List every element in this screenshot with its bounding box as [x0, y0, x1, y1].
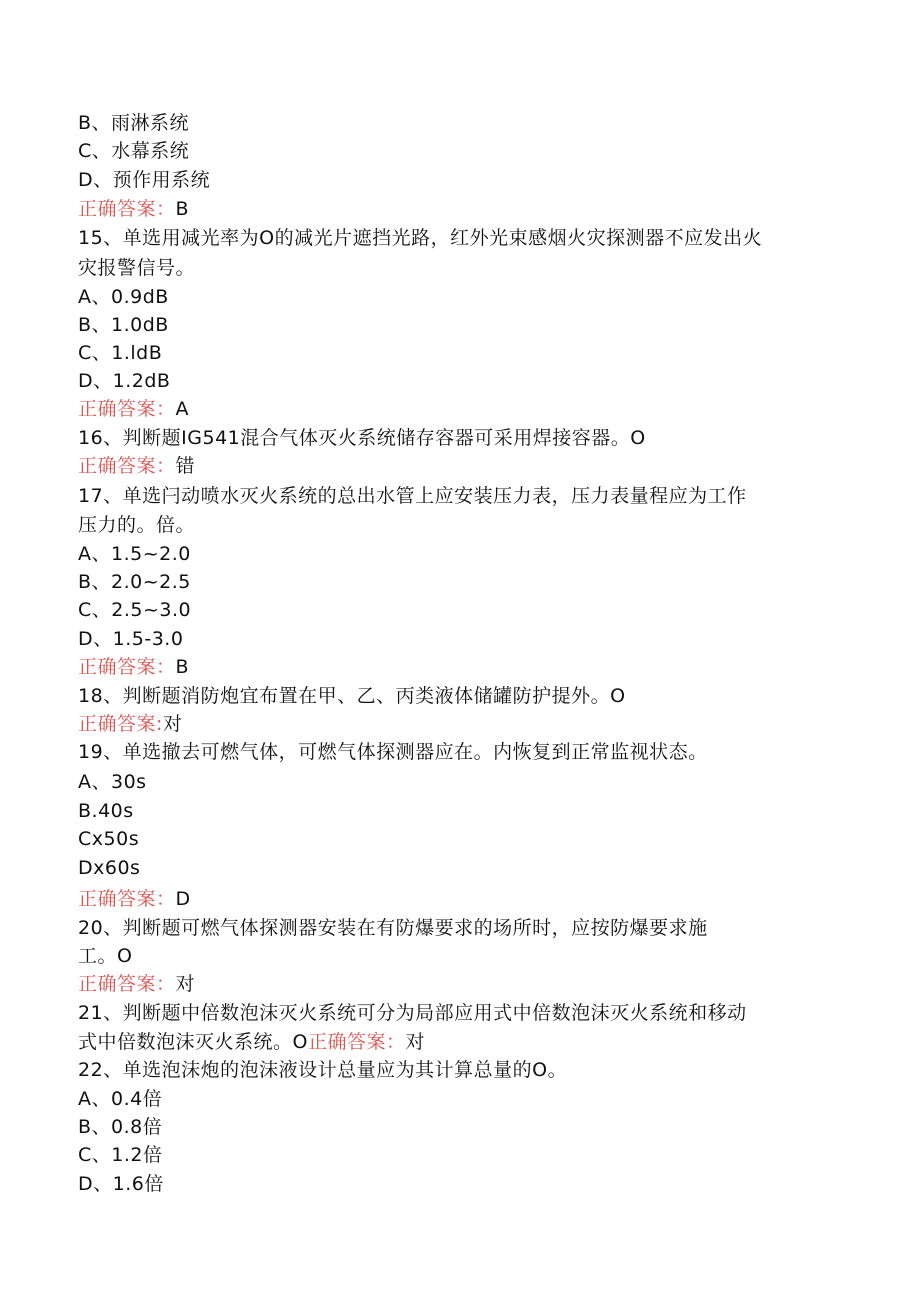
answer-value: 对 — [162, 713, 183, 735]
option-line: D、1.6倍 — [78, 1173, 164, 1195]
question-line: 16、判断题IG541混合气体灭火系统储存容器可采用焊接容器。O — [78, 427, 646, 449]
option-line: A、30s — [78, 771, 147, 793]
question-line: 15、单选用减光率为O的减光片遮挡光路，红外光束感烟火灾探测器不应发出火 — [78, 227, 763, 249]
option-line: B.40s — [78, 800, 134, 822]
question-line: 18、判断题消防炮宜布置在甲、乙、丙类液体储罐防护提外。O — [78, 685, 626, 707]
option-line: C、1.ldB — [78, 342, 163, 364]
answer-label: 正确答案： — [78, 455, 176, 477]
option-line: C、水幕系统 — [78, 140, 190, 162]
answer-line — [78, 197, 189, 221]
answer-label: 正确答案： — [307, 1031, 406, 1053]
option-line: B、1.0dB — [78, 314, 169, 336]
answer-value: 错 — [175, 455, 196, 477]
question-line: 21、判断题中倍数泡沫灭火系统可分为局部应用式中倍数泡沫灭火系统和移动 — [78, 1002, 747, 1024]
answer-label: 正确答案： — [78, 973, 176, 995]
question-text: 式中倍数泡沫灭火系统。O — [78, 1031, 308, 1053]
answer-line — [78, 454, 195, 478]
answer-line — [78, 972, 195, 996]
option-line: B、0.8倍 — [78, 1116, 163, 1138]
answer-label: 正确答案： — [78, 656, 176, 678]
option-line: B、雨淋系统 — [78, 112, 190, 134]
option-line: B、2.0~2.5 — [78, 571, 191, 593]
question-line: 17、单选闩动喷水灭火系统的总出水管上应安装压力表，压力表量程应为工作 — [78, 485, 747, 507]
option-line: A、1.5~2.0 — [78, 543, 191, 565]
answer-value: B — [175, 198, 190, 220]
answer-value: B — [175, 656, 190, 678]
option-line: C、2.5~3.0 — [78, 599, 192, 621]
option-line: Cx50s — [78, 828, 140, 850]
question-line: 20、判断题可燃气体探测器安装在有防爆要求的场所时，应按防爆要求施 — [78, 917, 708, 939]
answer-value: A — [175, 398, 190, 420]
option-line: D、预作用系统 — [78, 169, 211, 191]
option-line: C、1.2倍 — [78, 1144, 163, 1166]
question-line — [78, 1030, 425, 1054]
question-line: 灾报警信号。 — [78, 257, 196, 279]
answer-label: 正确答案： — [78, 398, 176, 420]
answer-label: 正确答案: — [78, 713, 163, 735]
answer-line — [78, 397, 189, 421]
answer-value: 对 — [175, 973, 196, 995]
question-line: 19、单选撤去可燃气体，可燃气体探测器应在。内恢复到正常监视状态。 — [78, 741, 708, 763]
option-line: D、1.2dB — [78, 370, 171, 392]
answer-label: 正确答案： — [78, 888, 176, 910]
question-line: 工。O — [78, 945, 133, 967]
question-line: 22、单选泡沫炮的泡沫液设计总量应为其计算总量的O。 — [78, 1059, 568, 1081]
option-line: Dx60s — [78, 857, 141, 879]
answer-label: 正确答案： — [78, 198, 176, 220]
question-line: 压力的。倍。 — [78, 514, 196, 536]
answer-line — [78, 887, 191, 911]
option-line: A、0.9dB — [78, 286, 169, 308]
option-line: A、0.4倍 — [78, 1088, 163, 1110]
option-line: D、1.5-3.0 — [78, 628, 184, 650]
answer-value: 对 — [405, 1031, 425, 1053]
answer-line — [78, 712, 182, 736]
answer-value: D — [175, 888, 191, 910]
answer-line — [78, 655, 189, 679]
